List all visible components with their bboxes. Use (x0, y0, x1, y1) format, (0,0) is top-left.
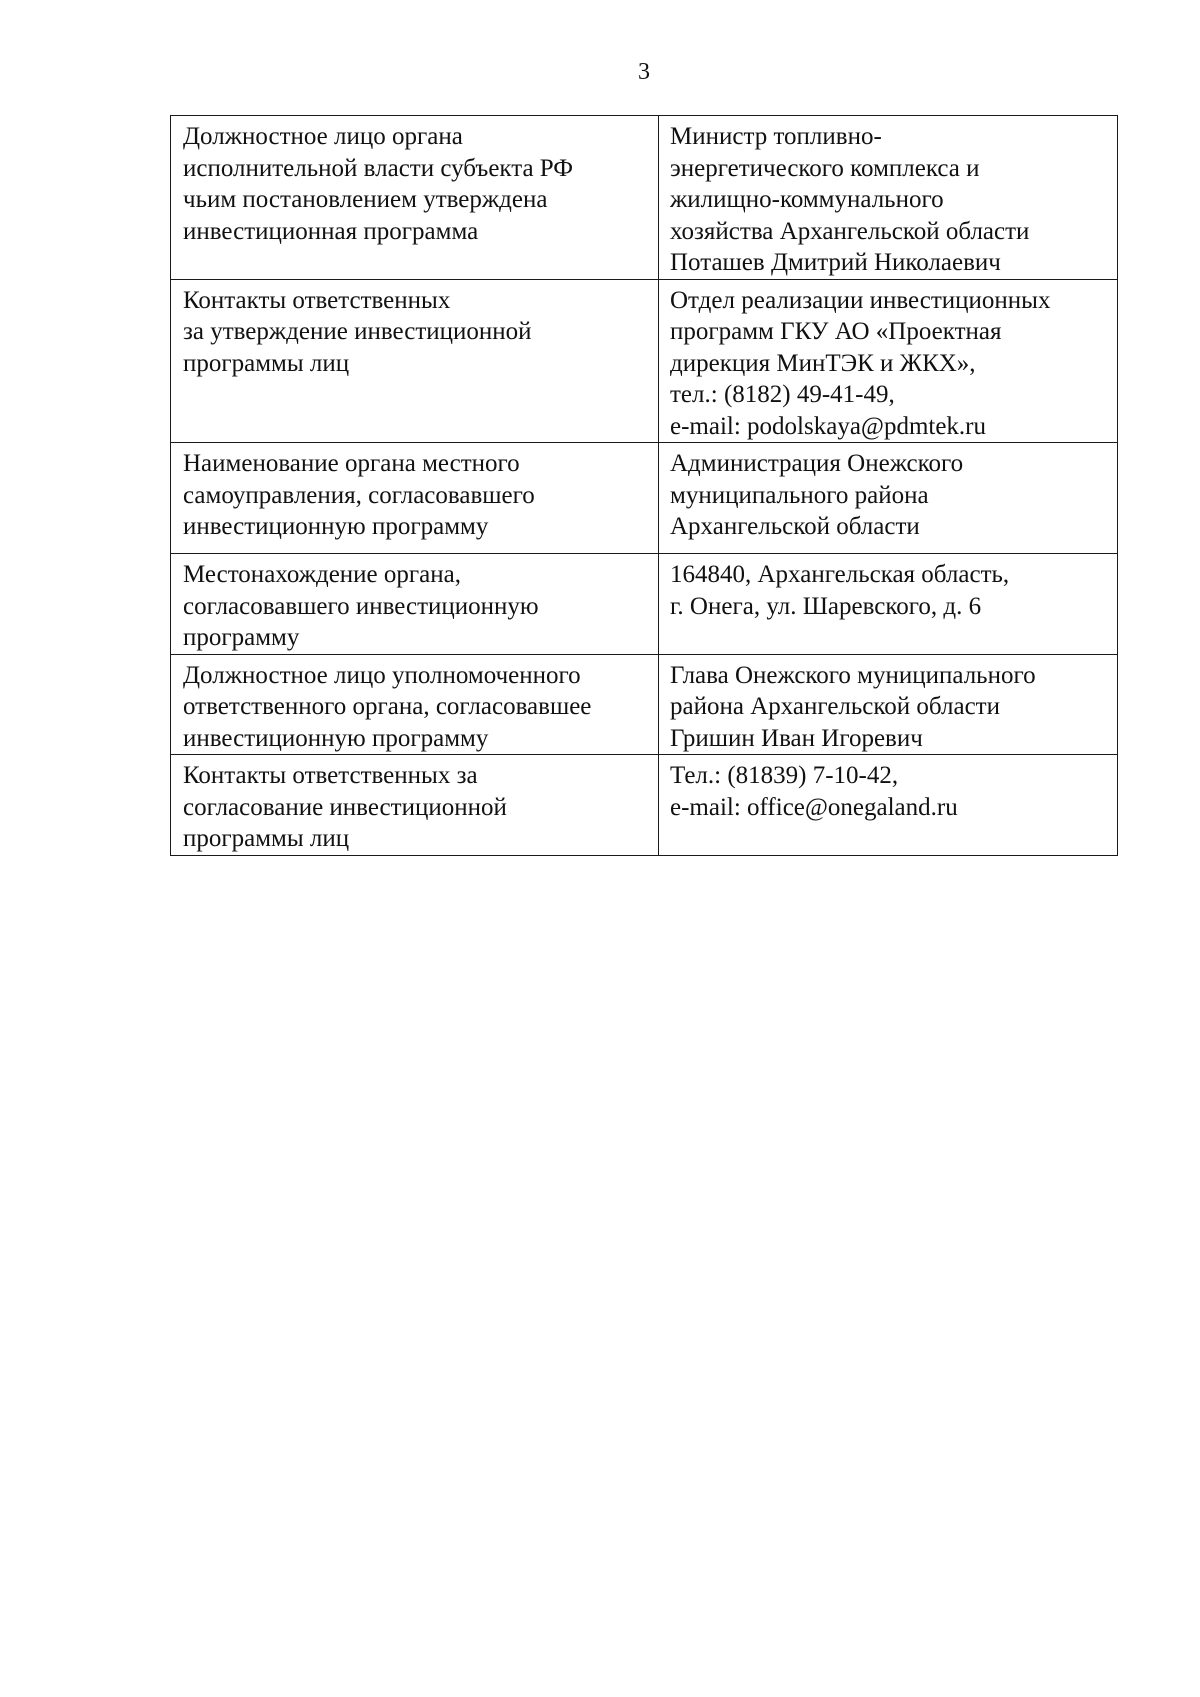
table-row (171, 279, 1118, 443)
row-value: Глава Онежского муниципального района Архангельской области Гришин Иван Игоревич (659, 654, 1118, 755)
row-label: Контакты ответственных за утверждение инвестиционной программы лиц (171, 279, 659, 443)
row-label: Наименование органа местного самоуправления, согласовавшего инвестиционную программу (171, 443, 659, 554)
table-row (171, 116, 1118, 280)
row-value: Отдел реализации инвестиционных программ ГКУ АО «Проектная дирекция МинТЭК и ЖКХ», тел.: (8182) 49-41-49, e-mail: podolskaya@pdmtek.ru (659, 279, 1118, 443)
table-row (171, 443, 1118, 554)
page-number: 3 (638, 59, 650, 85)
row-label: Должностное лицо органа исполнительной власти субъекта РФ чьим постановлением утверждена инвестиционная программа (171, 116, 659, 280)
table-row (171, 755, 1118, 856)
info-table (170, 115, 1118, 856)
row-value: Администрация Онежского муниципального района Архангельской области (659, 443, 1118, 554)
row-label: Местонахождение органа, согласовавшего инвестиционную программу (171, 554, 659, 655)
row-label: Контакты ответственных за согласование инвестиционной программы лиц (171, 755, 659, 856)
row-label: Должностное лицо уполномоченного ответственного органа, согласовавшее инвестиционную программу (171, 654, 659, 755)
row-value: 164840, Архангельская область, г. Онега, ул. Шаревского, д. 6 (659, 554, 1118, 655)
table-row (171, 654, 1118, 755)
table-row (171, 554, 1118, 655)
row-value: Тел.: (81839) 7-10-42, e-mail: office@onegaland.ru (659, 755, 1118, 856)
row-value: Министр топливно- энергетического комплекса и жилищно-коммунального хозяйства Архангельской области Поташев Дмитрий Николаевич (659, 116, 1118, 280)
